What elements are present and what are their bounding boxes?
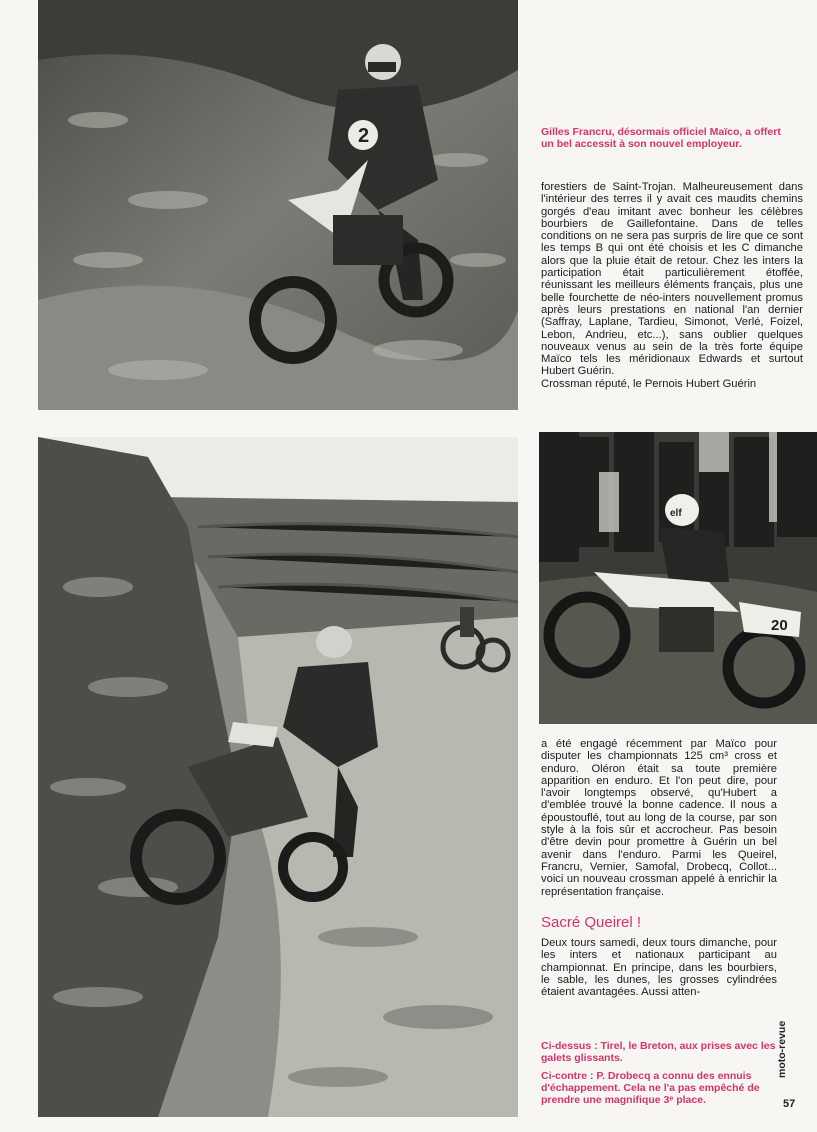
racing-number-top: 2 — [358, 125, 370, 147]
page-number: 57 — [783, 1098, 796, 1110]
article-paragraph-3: a été engagé récemment par Maïco pour disputer les championnats 125 cm³ cross et enduro. Oléron était sa toute première apparition en enduro. Et l'on peut dire, pour l'avoir longtemps observé, qu'Hubert a d'emblée trouvé la bonne cadence. Il nous a époustouflé, tout au long de la course, par son style à la fois sûr et accrocheur. Pas besoin d'être devin pour promettre à Guérin un bel avenir dans l'enduro. Parmi les Queirel, Francru, Vernier, Samofal, Drobecq, Collot... voici un nouveau crossman appelé à enrichir la représentation française. — [541, 738, 777, 898]
article-column-mid — [541, 738, 777, 898]
caption-top: Gilles Francru, désormais officiel Maïco, a offert un bel accessit à son nouvel employeur. — [541, 126, 781, 150]
article-paragraph-1: forestiers de Saint-Trojan. Malheureusement dans l'intérieur des terres il y avait ces maudits chemins gorgés d'eau imitant avec bonheur les célèbres bourbiers de Gaillefontaine. Dans de telles conditions on ne sera pas surpris de lire que ce sont les temps B qui ont été choisis et les C dimanche alors que la pluie était de retour. Chez les inters la participation était particulièrement étoffée, réunissant les meilleurs éléments français, plus une belle fourchette de néo-inters nouvellement promus après leurs prestations en national l'an dernier (Saffray, Laplane, Tardieu, Simonot, Verlé, Foizel, Lebon, Andrieu, etc...), sans oublier quelques nouveaux venus au sein de la très forte équipe Maïco tels les méridionaux Edwards et surtout Hubert Guérin. — [541, 181, 803, 378]
photo-bottom-rider — [38, 437, 518, 1117]
article-column-low — [541, 937, 777, 998]
photo-top-rider — [38, 0, 518, 410]
caption-bottom-2: Ci-contre : P. Drobecq a connu des ennuis d'échappement. Cela ne l'a pas empêché de prendre une magnifique 3ᵉ place. — [541, 1070, 760, 1106]
article-column-top — [541, 181, 803, 390]
article-paragraph-2: Crossman réputé, le Pernois Hubert Guérin — [541, 377, 757, 390]
caption-bottom-1: Ci-dessus : Tirel, le Breton, aux prises avec les galets glissants. — [541, 1040, 776, 1064]
racing-number-right: 20 — [771, 617, 788, 634]
magazine-name: moto-revue — [776, 1020, 788, 1078]
photo-right-drobecq — [539, 432, 817, 724]
section-heading: Sacré Queirel ! — [541, 914, 642, 931]
helmet-logo-elf: elf — [670, 508, 682, 519]
article-paragraph-4: Deux tours samedi, deux tours dimanche, pour les inters et nationaux participant au championnat. En principe, dans les bourbiers, le sable, les dunes, les grosses cylindrées étaient avantagées. Aussi atten- — [541, 937, 777, 999]
